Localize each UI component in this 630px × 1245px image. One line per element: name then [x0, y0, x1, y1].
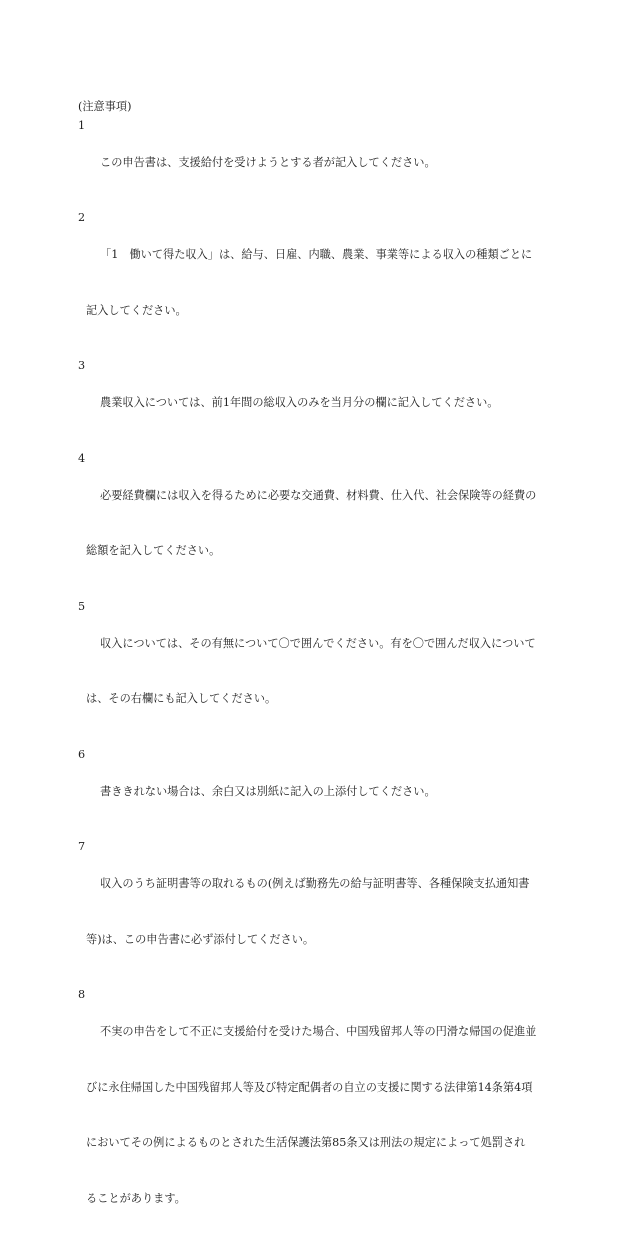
note-line: 収入については、その有無について〇で囲んでください。有を〇で囲んだ収入について	[100, 636, 536, 650]
note-line: ることがあります。	[86, 1191, 186, 1205]
note-text	[100, 357, 560, 450]
note-item	[78, 450, 560, 598]
note-number: 1	[78, 118, 86, 132]
note-number: 5	[78, 599, 86, 613]
note-text	[100, 117, 560, 210]
note-number: 4	[78, 451, 86, 465]
note-line: びに永住帰国した中国残留邦人等及び特定配偶者の自立の支援に関する法律第14条第4項	[86, 1080, 533, 1094]
note-number: 7	[78, 840, 86, 853]
note-line: 記入してください。	[86, 303, 187, 317]
note-number: 6	[78, 747, 86, 761]
note-item	[78, 209, 560, 357]
note-text	[86, 209, 560, 357]
note-line: 「1 働いて得た収入」は、給与、日雇、内職、農業、事業等による収入の種類ごとに	[100, 248, 533, 261]
note-item	[78, 598, 560, 746]
note-text	[86, 838, 560, 986]
note-item	[78, 746, 560, 839]
notes-section	[78, 98, 560, 1245]
note-item	[78, 986, 560, 1245]
note-line: 農業収入については、前1年間の総収入のみを当月分の欄に記入してください。	[100, 396, 499, 409]
note-text	[86, 598, 560, 746]
note-number: 3	[78, 359, 86, 372]
note-text	[86, 986, 560, 1245]
note-line: 等)は、この申告書に必ず添付してください。	[86, 932, 315, 946]
note-number: 8	[78, 988, 86, 1001]
note-line: 総額を記入してください。	[86, 544, 221, 557]
note-text	[100, 746, 560, 839]
notes-heading: (注意事項)	[78, 100, 132, 113]
note-line: この申告書は、支援給付を受けようとする者が記入してください。	[100, 155, 436, 169]
note-line: においてその例によるものとされた生活保護法第85条又は刑法の規定によって処罰され	[86, 1136, 526, 1149]
note-item	[78, 357, 560, 450]
note-item	[78, 117, 560, 210]
note-text	[86, 450, 560, 598]
note-line: 書ききれない場合は、余白又は別紙に記入の上添付してください。	[100, 784, 436, 798]
note-number: 2	[78, 211, 86, 224]
note-line: 必要経費欄には収入を得るために必要な交通費、材料費、仕入代、社会保険等の経費の	[100, 488, 537, 502]
note-line: は、その右欄にも記入してください。	[86, 692, 277, 705]
note-item	[78, 838, 560, 986]
note-line: 収入のうち証明書等の取れるもの(例えば勤務先の給与証明書等、各種保険支払通知書	[100, 877, 530, 890]
note-line: 不実の申告をして不正に支援給付を受けた場合、中国残留邦人等の円滑な帰国の促進並	[100, 1025, 537, 1038]
